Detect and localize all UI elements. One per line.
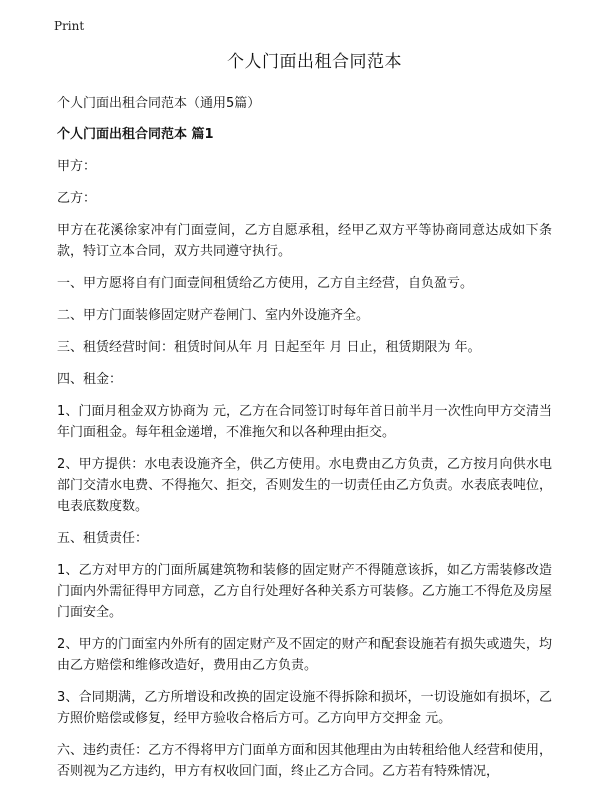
clause-3: 三、租赁经营时间：租赁时间从年 月 日起至年 月 日止，租赁期限为 年。 [57, 340, 481, 355]
party-b-line: 乙方： [57, 191, 97, 206]
document-body [57, 50, 552, 793]
clause-2: 二、甲方门面装修固定财产卷闸门、室内外设施齐全。 [57, 308, 370, 323]
clause-1: 一、甲方愿将自有门面壹间租赁给乙方使用，乙方自主经营，自负盈亏。 [57, 276, 474, 291]
clause-5-item-2: 2、甲方的门面室内外所有的固定财产及不固定的财产和配套设施若有损失或遗失，均由乙方赔偿和维修改造好，费用由乙方负责。 [57, 637, 552, 673]
clause-5-item-3: 3、合同期满，乙方所增设和改换的固定设施不得拆除和损坏，一切设施如有损坏，乙方照价赔偿或修复，经甲方验收合格后方可。乙方向甲方交押金 元。 [57, 690, 552, 726]
clause-4-item-1: 1、门面月租金双方协商为 元，乙方在合同签订时每年首日前半月一次性向甲方交清当年门面租金。每年租金递增，不准拖欠和以各种理由拒交。 [57, 404, 552, 440]
document-subtitle: 个人门面出租合同范本（通用5篇） [57, 96, 261, 111]
clause-4-item-2: 2、甲方提供：水电表设施齐全，供乙方使用。水电费由乙方负责，乙方按月向供水电部门交清水电费、不得拖欠、拒交，否则发生的一切责任由乙方负责。水表底表吨位，电表底数度数。 [57, 457, 552, 514]
clause-6: 六、违约责任：乙方不得将甲方门面单方面和因其他理由为由转租给他人经营和使用，否则视为乙方违约，甲方有权收回门面，终止乙方合同。乙方若有特殊情况， [57, 743, 552, 779]
clause-5-item-1: 1、乙方对甲方的门面所属建筑物和装修的固定财产不得随意该拆，如乙方需装修改造门面内外需征得甲方同意，乙方自行处理好各种关系方可装修。乙方施工不得危及房屋门面安全。 [57, 563, 552, 620]
clause-4-heading: 四、租金： [57, 372, 123, 387]
print-link[interactable]: Print [54, 19, 85, 33]
document-title: 个人门面出租合同范本 [227, 52, 402, 72]
party-a-line: 甲方： [57, 159, 97, 174]
section-heading: 个人门面出租合同范本 篇1 [57, 127, 214, 142]
clause-5-heading: 五、租赁责任： [57, 531, 149, 546]
preamble-paragraph: 甲方在花溪徐家冲有门面壹间，乙方自愿承租，经甲乙双方平等协商同意达成如下条款，特订立本合同，双方共同遵守执行。 [57, 223, 552, 259]
